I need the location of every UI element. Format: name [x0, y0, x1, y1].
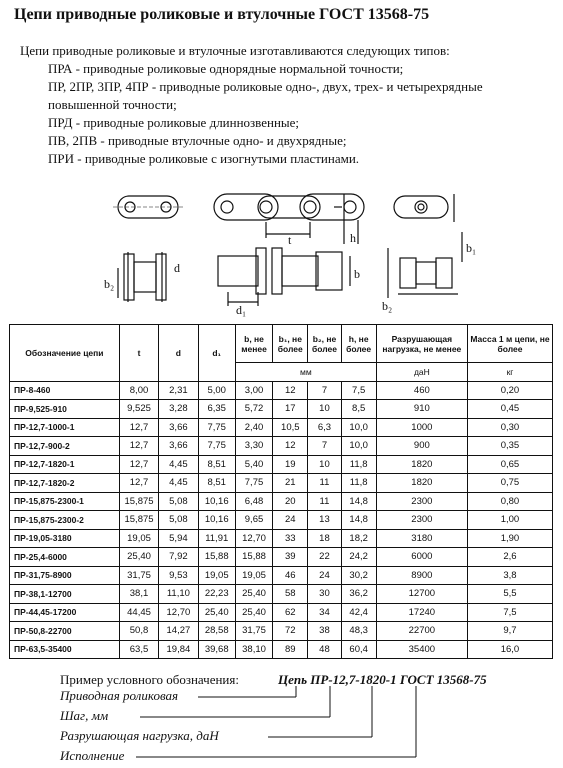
- table-cell: 1,90: [467, 529, 552, 548]
- table-cell: 11,10: [159, 585, 198, 604]
- chain-designation-cell: ПР-12,7-1820-2: [10, 474, 120, 493]
- table-cell: 35400: [376, 640, 467, 659]
- table-cell: 14,8: [341, 511, 376, 530]
- table-cell: 11: [308, 492, 341, 511]
- header-mass: Масса 1 м цепи, не более: [467, 325, 552, 363]
- table-cell: 0,75: [467, 474, 552, 493]
- unit-mass: кг: [467, 363, 552, 382]
- example-label: Пример условного обозначения:: [60, 672, 239, 687]
- table-cell: 10,0: [341, 437, 376, 456]
- table-cell: 0,80: [467, 492, 552, 511]
- table-cell: 42,4: [341, 603, 376, 622]
- table-cell: 25,40: [198, 603, 235, 622]
- type-item: ПРД - приводные роликовые длиннозвенные;: [48, 115, 300, 130]
- table-cell: 8,51: [198, 474, 235, 493]
- table-cell: 8900: [376, 566, 467, 585]
- table-cell: 15,875: [119, 511, 158, 530]
- chain-designation-cell: ПР-19,05-3180: [10, 529, 120, 548]
- table-row: [10, 437, 553, 456]
- intro-lead: Цепи приводные роликовые и втулочные изготавливаются следующих типов:: [20, 43, 450, 58]
- table-cell: 7,92: [159, 548, 198, 567]
- table-cell: 22: [308, 548, 341, 567]
- table-cell: 6000: [376, 548, 467, 567]
- example-code: Цепь ПР-12,7-1820-1 ГОСТ 13568-75: [278, 672, 487, 687]
- table-cell: 1,00: [467, 511, 552, 530]
- table-cell: 5,94: [159, 529, 198, 548]
- table-row: [10, 548, 553, 567]
- table-cell: 2,40: [235, 418, 272, 437]
- header-b2: b₂, не более: [308, 325, 341, 363]
- table-cell: 20: [273, 492, 308, 511]
- table-cell: 7: [308, 381, 341, 400]
- table-cell: 24: [273, 511, 308, 530]
- chain-designation-cell: ПР-12,7-1820-1: [10, 455, 120, 474]
- table-cell: 3,66: [159, 418, 198, 437]
- label-b1: b₁: [466, 241, 477, 255]
- table-cell: 6,3: [308, 418, 341, 437]
- table-row: [10, 455, 553, 474]
- table-row: [10, 400, 553, 419]
- table-cell: 31,75: [119, 566, 158, 585]
- table-cell: 13: [308, 511, 341, 530]
- type-item: повышенной точности;: [48, 97, 177, 112]
- chain-designation-cell: ПР-12,7-900-2: [10, 437, 120, 456]
- table-cell: 4,45: [159, 474, 198, 493]
- table-cell: 9,7: [467, 622, 552, 641]
- table-cell: 17: [273, 400, 308, 419]
- table-cell: 4,45: [159, 455, 198, 474]
- chain-designation-cell: ПР-44,45-17200: [10, 603, 120, 622]
- chain-designation-cell: ПР-15,875-2300-1: [10, 492, 120, 511]
- table-cell: 9,525: [119, 400, 158, 419]
- table-row: [10, 529, 553, 548]
- table-cell: 12,7: [119, 455, 158, 474]
- label-t: t: [288, 233, 292, 247]
- table-cell: 3,8: [467, 566, 552, 585]
- table-cell: 0,65: [467, 455, 552, 474]
- table-cell: 19,84: [159, 640, 198, 659]
- table-cell: 28,58: [198, 622, 235, 641]
- table-cell: 16,0: [467, 640, 552, 659]
- table-cell: 7,75: [198, 437, 235, 456]
- label-d: d: [174, 261, 180, 275]
- table-cell: 11,8: [341, 474, 376, 493]
- chain-designation-cell: ПР-31,75-8900: [10, 566, 120, 585]
- table-cell: 3,66: [159, 437, 198, 456]
- label-h: h: [350, 231, 356, 245]
- table-cell: 1820: [376, 474, 467, 493]
- table-cell: 910: [376, 400, 467, 419]
- unit-load: даН: [376, 363, 467, 382]
- table-cell: 12: [273, 437, 308, 456]
- table-cell: 0,35: [467, 437, 552, 456]
- table-cell: 5,00: [198, 381, 235, 400]
- table-row: [10, 640, 553, 659]
- table-cell: 8,00: [119, 381, 158, 400]
- table-cell: 11,8: [341, 455, 376, 474]
- table-cell: 33: [273, 529, 308, 548]
- type-item: ПРИ - приводные роликовые с изогнутыми пластинами.: [48, 151, 360, 166]
- chain-designation-cell: ПР-9,525-910: [10, 400, 120, 419]
- table-row: [10, 381, 553, 400]
- table-cell: 7,5: [341, 381, 376, 400]
- header-load: Разрушающая нагрузка, не менее: [376, 325, 467, 363]
- table-cell: 31,75: [235, 622, 272, 641]
- table-body: [10, 381, 553, 659]
- type-item: ПРА - приводные роликовые однорядные нормальной точности;: [48, 61, 404, 76]
- table-cell: 44,45: [119, 603, 158, 622]
- table-row: [10, 418, 553, 437]
- table-cell: 60,4: [341, 640, 376, 659]
- table-cell: 18,2: [341, 529, 376, 548]
- table-cell: 10: [308, 400, 341, 419]
- table-cell: 22,23: [198, 585, 235, 604]
- table-cell: 25,40: [119, 548, 158, 567]
- table-cell: 24: [308, 566, 341, 585]
- table-cell: 11: [308, 474, 341, 493]
- table-cell: 5,5: [467, 585, 552, 604]
- label-b: b: [354, 267, 360, 281]
- table-cell: 12,70: [235, 529, 272, 548]
- table-row: [10, 566, 553, 585]
- table-cell: 39: [273, 548, 308, 567]
- table-cell: 12,7: [119, 437, 158, 456]
- table-cell: 8,51: [198, 455, 235, 474]
- label-b2: b₂: [104, 277, 115, 291]
- table-row: [10, 603, 553, 622]
- table-cell: 3,30: [235, 437, 272, 456]
- table-cell: 15,875: [119, 492, 158, 511]
- unit-mm: мм: [235, 363, 376, 382]
- chain-designation-cell: ПР-8-460: [10, 381, 120, 400]
- table-row: [10, 585, 553, 604]
- legend-item: Приводная роликовая: [60, 688, 179, 703]
- table-cell: 7,5: [467, 603, 552, 622]
- table-cell: 10,5: [273, 418, 308, 437]
- table-cell: 11,91: [198, 529, 235, 548]
- table-cell: 46: [273, 566, 308, 585]
- header-b: b, не менее: [235, 325, 272, 363]
- chain-designation-cell: ПР-15,875-2300-2: [10, 511, 120, 530]
- table-cell: 5,08: [159, 511, 198, 530]
- table-cell: 5,72: [235, 400, 272, 419]
- table-cell: 3180: [376, 529, 467, 548]
- intro-text: [20, 42, 555, 168]
- table-cell: 24,2: [341, 548, 376, 567]
- table-cell: 38: [308, 622, 341, 641]
- table-cell: 2,31: [159, 381, 198, 400]
- type-item: ПВ, 2ПВ - приводные втулочные одно- и двухрядные;: [48, 133, 347, 148]
- table-cell: 10,0: [341, 418, 376, 437]
- table-cell: 14,8: [341, 492, 376, 511]
- table-cell: 0,20: [467, 381, 552, 400]
- header-d: d: [159, 325, 198, 382]
- table-cell: 6,48: [235, 492, 272, 511]
- table-cell: 38,1: [119, 585, 158, 604]
- table-cell: 22700: [376, 622, 467, 641]
- table-cell: 8,5: [341, 400, 376, 419]
- header-h: h, не более: [341, 325, 376, 363]
- header-designation: Обозначение цепи: [10, 325, 120, 382]
- page-title: Цепи приводные роликовые и втулочные ГОСТ 13568-75: [14, 6, 430, 23]
- table-cell: 12,7: [119, 418, 158, 437]
- table-cell: 5,08: [159, 492, 198, 511]
- table-row: [10, 492, 553, 511]
- table-cell: 34: [308, 603, 341, 622]
- chain-designation-cell: ПР-25,4-6000: [10, 548, 120, 567]
- table-cell: 38,10: [235, 640, 272, 659]
- table-cell: 2300: [376, 492, 467, 511]
- chain-designation-cell: ПР-38,1-12700: [10, 585, 120, 604]
- legend-item: Шаг, мм: [60, 708, 109, 723]
- table-cell: 19,05: [198, 566, 235, 585]
- table-cell: 30,2: [341, 566, 376, 585]
- table-cell: 12: [273, 381, 308, 400]
- table-cell: 9,53: [159, 566, 198, 585]
- chain-spec-table: [9, 324, 553, 659]
- table-cell: 19,05: [235, 566, 272, 585]
- table-cell: 25,40: [235, 585, 272, 604]
- table-cell: 12700: [376, 585, 467, 604]
- table-cell: 72: [273, 622, 308, 641]
- example-section: [60, 672, 487, 688]
- table-row: [10, 622, 553, 641]
- table-cell: 3,28: [159, 400, 198, 419]
- table-cell: 2,6: [467, 548, 552, 567]
- table-cell: 10,16: [198, 511, 235, 530]
- table-cell: 1820: [376, 455, 467, 474]
- type-item: ПР, 2ПР, 3ПР, 4ПР - приводные роликовые одно-, двух, трех- и четырехрядные: [48, 79, 483, 94]
- table-cell: 17240: [376, 603, 467, 622]
- table-cell: 30: [308, 585, 341, 604]
- label-d1: d₁: [236, 303, 247, 317]
- header-d1: d₁: [198, 325, 235, 382]
- table-cell: 39,68: [198, 640, 235, 659]
- table-cell: 50,8: [119, 622, 158, 641]
- table-cell: 0,30: [467, 418, 552, 437]
- table-cell: 2300: [376, 511, 467, 530]
- table-cell: 25,40: [235, 603, 272, 622]
- table-cell: 12,70: [159, 603, 198, 622]
- table-cell: 9,65: [235, 511, 272, 530]
- table-cell: 7: [308, 437, 341, 456]
- legend-item: Исполнение: [60, 748, 125, 763]
- table-cell: 14,27: [159, 622, 198, 641]
- table-cell: 15,88: [235, 548, 272, 567]
- table-row: [10, 511, 553, 530]
- table-cell: 3,00: [235, 381, 272, 400]
- table-cell: 900: [376, 437, 467, 456]
- table-cell: 19,05: [119, 529, 158, 548]
- table-cell: 1000: [376, 418, 467, 437]
- table-cell: 7,75: [235, 474, 272, 493]
- table-cell: 19: [273, 455, 308, 474]
- legend-item: Разрушающая нагрузка, даН: [60, 728, 219, 743]
- table-cell: 5,40: [235, 455, 272, 474]
- table-cell: 62: [273, 603, 308, 622]
- table-cell: 48,3: [341, 622, 376, 641]
- chain-designation-cell: ПР-63,5-35400: [10, 640, 120, 659]
- table-cell: 58: [273, 585, 308, 604]
- table-cell: 48: [308, 640, 341, 659]
- table-cell: 460: [376, 381, 467, 400]
- table-row: [10, 474, 553, 493]
- table-cell: 10,16: [198, 492, 235, 511]
- chain-diagrams: [88, 182, 488, 320]
- table-cell: 6,35: [198, 400, 235, 419]
- chain-designation-cell: ПР-12,7-1000-1: [10, 418, 120, 437]
- table-cell: 89: [273, 640, 308, 659]
- table-cell: 18: [308, 529, 341, 548]
- table-cell: 36,2: [341, 585, 376, 604]
- table-cell: 15,88: [198, 548, 235, 567]
- table-cell: 21: [273, 474, 308, 493]
- table-cell: 10: [308, 455, 341, 474]
- table-cell: 63,5: [119, 640, 158, 659]
- header-t: t: [119, 325, 158, 382]
- label-b2-right: b₂: [382, 299, 393, 313]
- table-cell: 7,75: [198, 418, 235, 437]
- table-cell: 0,45: [467, 400, 552, 419]
- chain-designation-cell: ПР-50,8-22700: [10, 622, 120, 641]
- header-b1: b₁, не более: [273, 325, 308, 363]
- table-cell: 12,7: [119, 474, 158, 493]
